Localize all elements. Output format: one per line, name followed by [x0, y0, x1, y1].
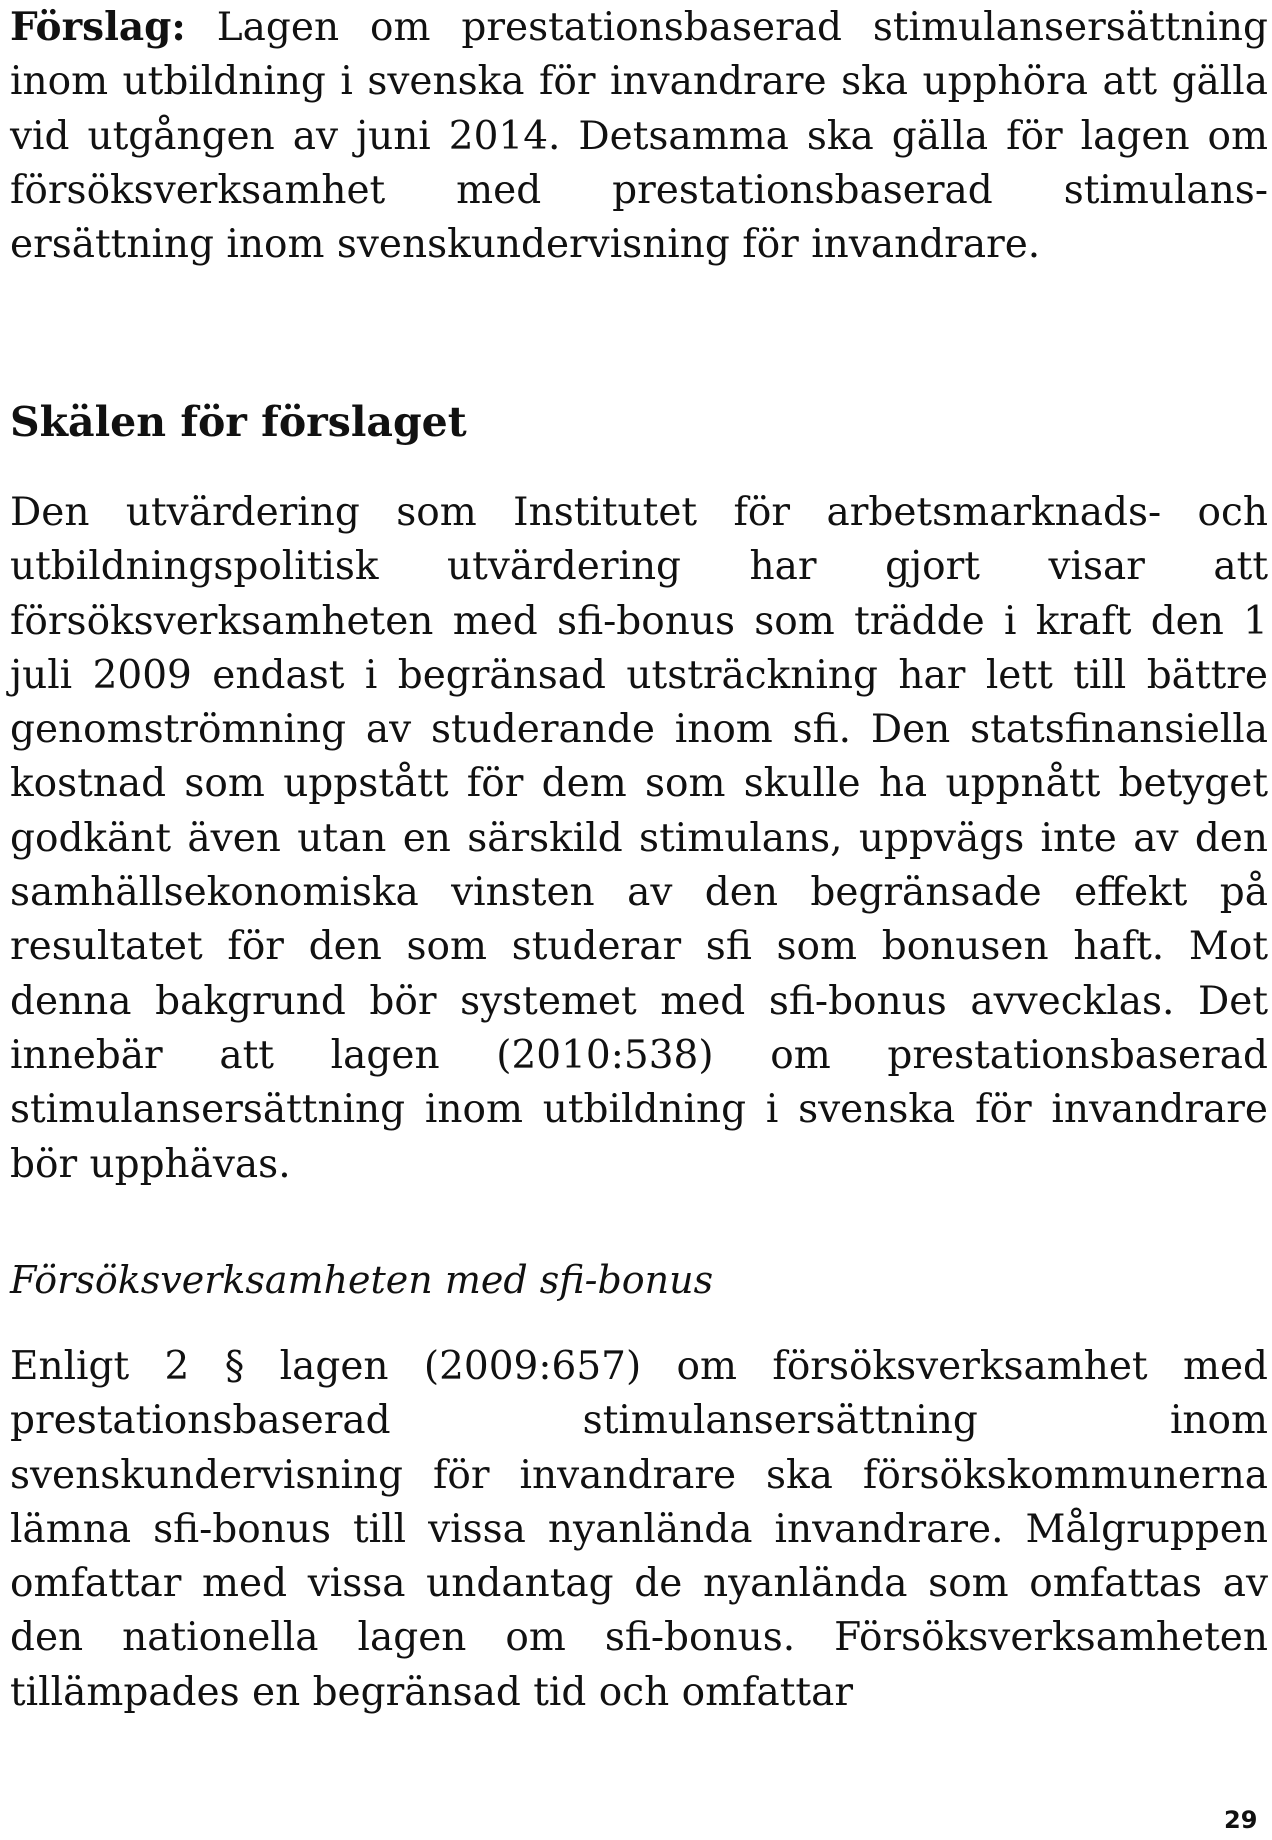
proposal-text: Lagen om prestationsbaserad stimulansersättning inom utbildning i svenska för invandrare ska upphöra att gälla vid utgången av juni 2014. Detsamma ska gälla för lagen om försöksverksamhet med prestationsbaserad stimulansersättning inom svenskundervisning för invandrare. — [10, 5, 1268, 268]
proposal-label: Förslag: — [10, 4, 186, 50]
subsection-heading: Försöksverksamheten med sfi-bonus — [10, 1258, 714, 1302]
reasons-block — [10, 486, 1268, 1192]
trial-paragraph: Enligt 2 § lagen (2009:657) om försöksverksamhet med prestationsbaserad stimulansersättning inom svenskundervisning för invandrare ska försökskommunerna lämna sfi-bonus till vissa nyanlända invandrare. Målgruppen omfattar med vissa undantag de nyanlända som omfattas av den nationella lagen om sfi-bonus. Försöksverksamheten tillämpades en begränsad tid och omfattar — [10, 1344, 1268, 1715]
page-number: 29 — [1224, 1806, 1258, 1834]
proposal-paragraph — [10, 0, 1268, 272]
trial-block — [10, 1340, 1268, 1720]
reasons-paragraph: Den utvärdering som Institutet för arbetsmarknads- och utbildningspolitisk utvärdering har gjort visar att försöksverksamheten med sfi-bonus som trädde i kraft den 1 juli 2009 endast i begränsad utsträckning har lett till bättre genomströmning av studerande inom sfi. Den statsfinansiella kostnad som uppstått för dem som skulle ha uppnått betyget godkänt även utan en särskild stimulans, uppvägs inte av den samhällsekonomiska vinsten av den begränsade effekt på resultatet för den som studerar sfi som bonusen haft. Mot denna bakgrund bör systemet med sfi-bonus avvecklas. Det innebär att lagen (2010:538) om prestationsbaserad stimulansersättning inom utbildning i svenska för invandrare bör upphävas. — [10, 490, 1268, 1187]
proposal-block — [10, 0, 1268, 272]
section-heading: Skälen för förslaget — [10, 398, 467, 446]
